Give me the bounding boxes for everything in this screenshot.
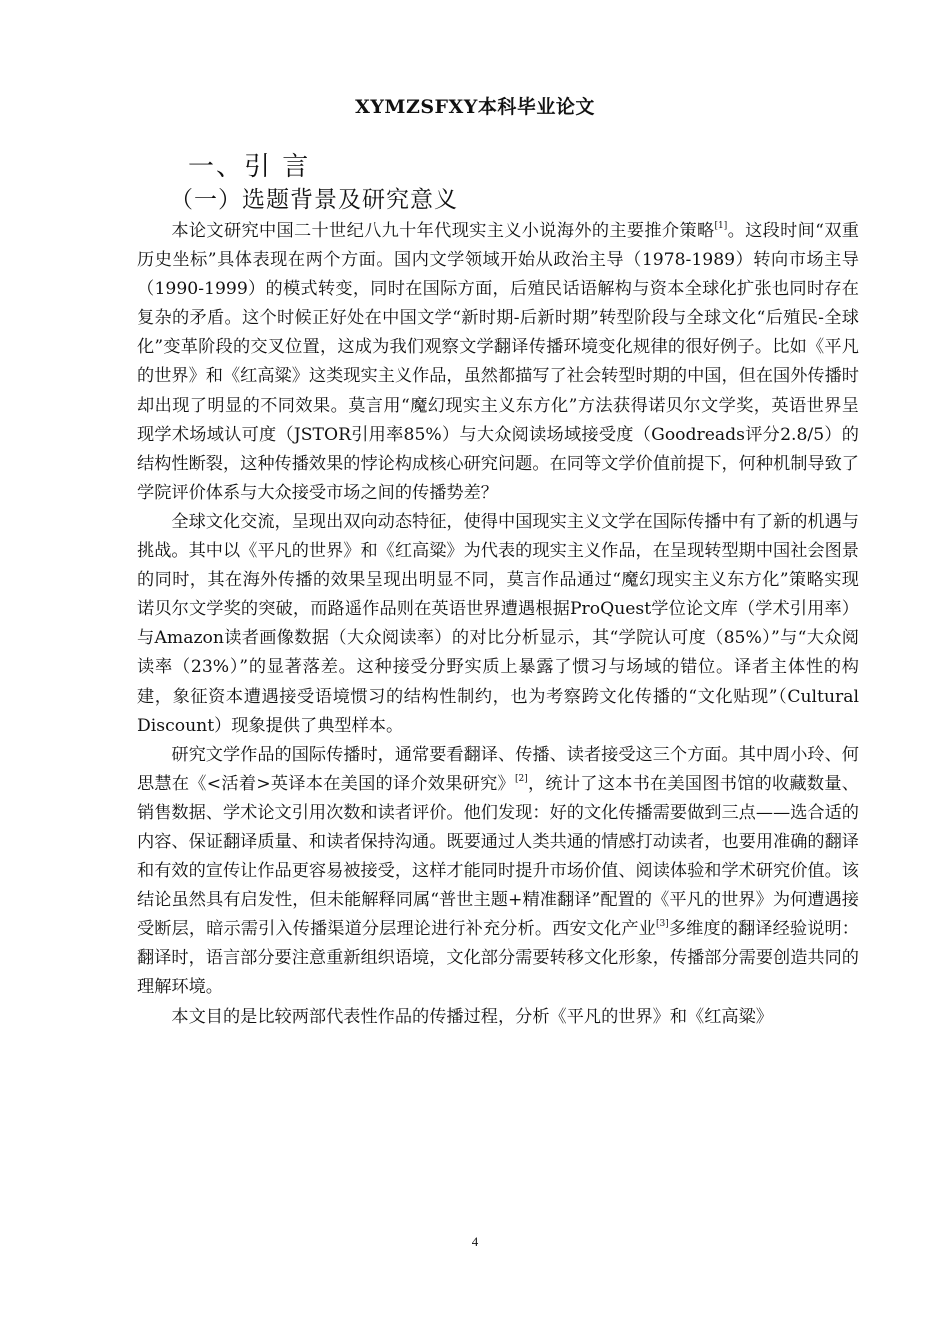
running-header: XYMZSFXY本科毕业论文: [355, 96, 595, 118]
body-text: [137, 217, 859, 1032]
citation-2: [2]: [514, 773, 528, 784]
paragraph-3-text-b: ，统计了这本书在美国图书馆的收藏数量、销售数据、学术论文引用次数和读者评价。他们发现：好的文化传播需要做到三点——选合适的内容、保证翻译质量、和读者保持沟通。既要通过人类共通的情感打动读者，也要用准确的翻译和有效的宣传让作品更容易被接受，这样才能同时提升市场价值、阅读体验和学术研究价值。该结论虽然具有启发性，但未能解释同属“普世主题+精准翻译”配置的《平凡的世界》为何遭遇接受断层，暗示需引入传播渠道分层理论进行补充分析。西安文化产业: [137, 773, 859, 940]
page-number: 4: [471, 1234, 479, 1249]
paragraph-3: [137, 741, 859, 1003]
paragraph-3-text-a: 研究文学作品的国际传播时，通常要看翻译、传播、读者接受这三个方面。其中周小玲、何思慧在《<活着>英译本在美国的译介效果研究》: [137, 744, 859, 794]
paragraph-2: [137, 508, 859, 741]
paragraph-1-text-b: 。这段时间“双重历史坐标”具体表现在两个方面。国内文学领域开始从政治主导（1978-1989）转向市场主导（1990-1999）的模式转变，同时在国际方面，后殖民话语解构与资本全球化扩张也同时存在复杂的矛盾。这个时候正好处在中国文学“新时期-后新时期”转型阶段与全球文化“后殖民-全球化”变革阶段的交叉位置，这成为我们观察文学翻译传播环境变化规律的很好例子。比如《平凡的世界》和《红高粱》这类现实主义作品，虽然都描写了社会转型时期的中国，但在国外传播时却出现了明显的不同效果。莫言用“魔幻现实主义东方化”方法获得诺贝尔文学奖，英语世界呈现学术场域认可度（JSTOR引用率85%）与大众阅读场域接受度（Goodreads评分2.8/5）的结构性断裂，这种传播效果的悖论构成核心研究问题。在同等文学价值前提下，何种机制导致了学院评价体系与大众接受市场之间的传播势差？: [137, 221, 859, 503]
subsection-heading: （一）选题背景及研究意义: [170, 187, 458, 213]
paragraph-1-text-a: 本论文研究中国二十世纪八九十年代现实主义小说海外的主要推介策略: [171, 221, 715, 241]
paragraph-2-text: 全球文化交流，呈现出双向动态特征，使得中国现实主义文学在国际传播中有了新的机遇与挑战。其中以《平凡的世界》和《红高粱》为代表的现实主义作品，在呈现转型期中国社会图景的同时，其在海外传播的效果呈现出明显不同，莫言作品通过“魔幻现实主义东方化”策略实现诺贝尔文学奖的突破，而路遥作品则在英语世界遭遇根据ProQuest学位论文库（学术引用率）与Amazon读者画像数据（大众阅读率）的对比分析显示，其“学院认可度（85%）”与“大众阅读率（23%）”的显著落差。这种接受分野实质上暴露了惯习与场域的错位。译者主体性的构建，象征资本遭遇接受语境惯习的结构性制约，也为考察跨文化传播的“文化贴现”（Cultural Discount）现象提供了典型样本。: [137, 511, 859, 736]
paragraph-4-text: 本文目的是比较两部代表性作品的传播过程，分析《平凡的世界》和《红高粱》: [171, 1006, 773, 1027]
citation-1: [1]: [714, 221, 728, 231]
citation-3: [3]: [655, 919, 669, 930]
paragraph-1: [137, 217, 859, 508]
paragraph-4: [137, 1003, 859, 1032]
paragraph-3-text-c: 多维度的翻译经验说明：翻译时，语言部分要注意重新组织语境，文化部分需要转移文化形象，传播部分需要创造共同的理解环境。: [137, 919, 859, 998]
section-heading: 一、引 言: [188, 152, 311, 182]
